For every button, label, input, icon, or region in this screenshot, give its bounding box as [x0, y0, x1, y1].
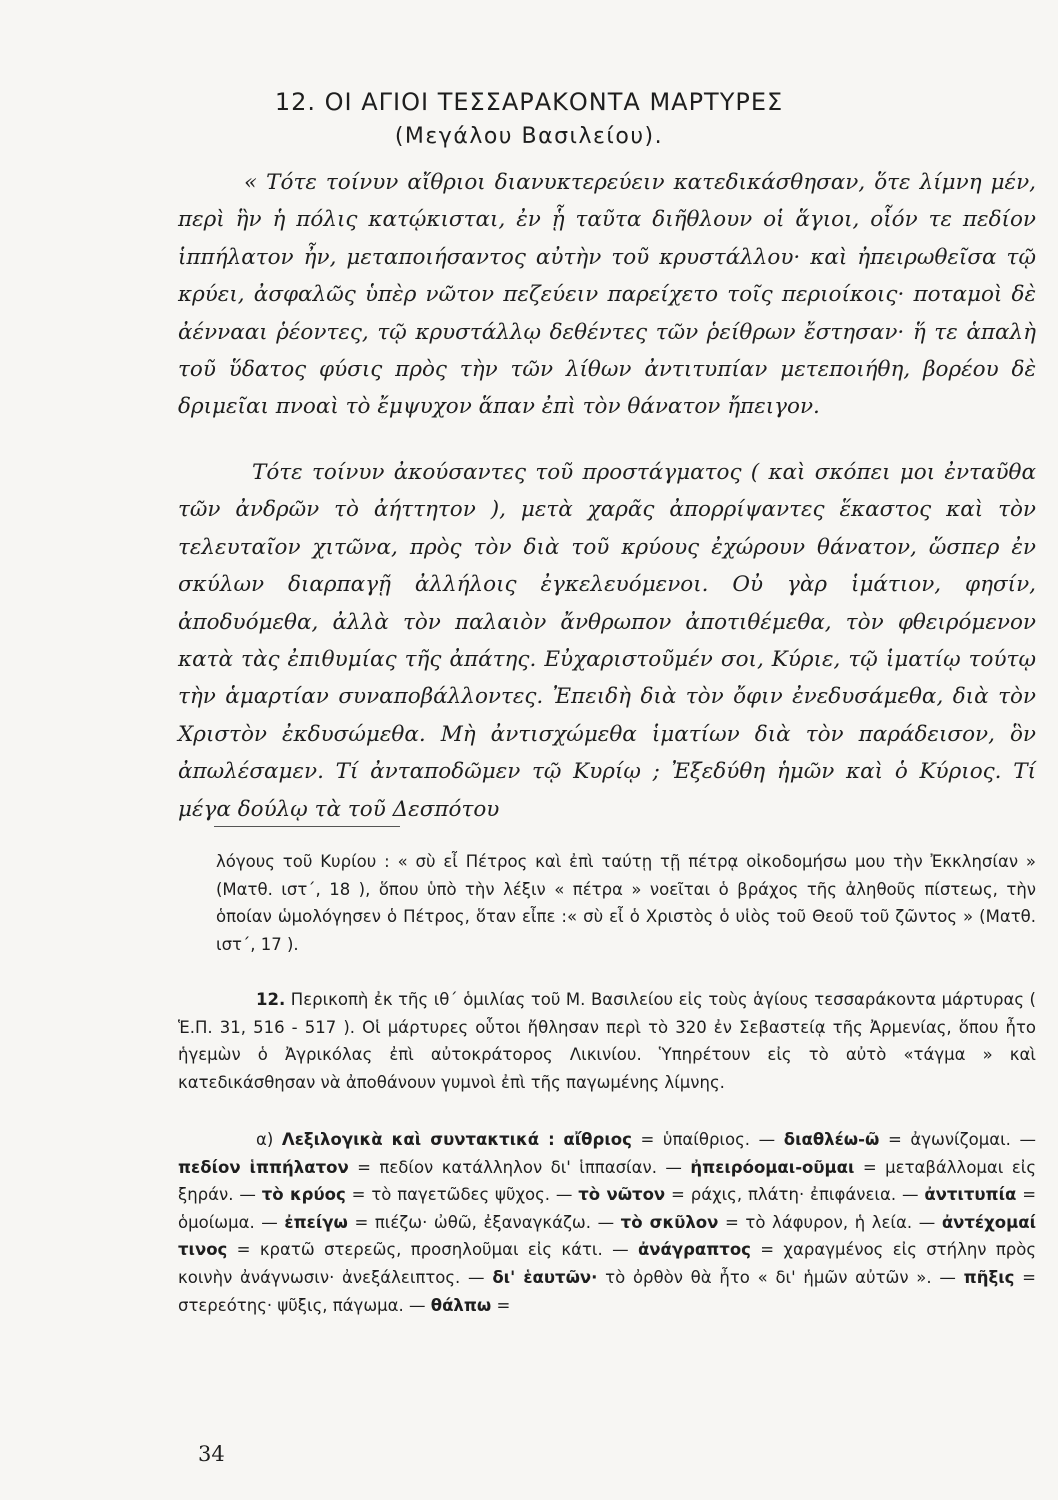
- glossary-term: ἀντέχομαί τινος: [178, 1212, 1037, 1260]
- glossary-term: δι' ἑαυτῶν·: [492, 1267, 598, 1287]
- glossary-definition: = ὁμοίωμα. —: [178, 1185, 1037, 1232]
- glossary-term: ἀνάγραπτος: [637, 1240, 751, 1260]
- glossary-term: ἐπείγω: [284, 1212, 348, 1232]
- glossary-term: τὸ κρύος: [261, 1185, 346, 1205]
- main-paragraph-2: Τότε τοίνυν ἀκούσαντες τοῦ προστάγματος ( καὶ σκόπει μοι ἐνταῦθα τῶν ἀνδρῶν τὸ ἀήττητον ), μετὰ χαρᾶς ἀπορρίψαντες ἕκαστος καὶ τὸν τελευταῖον χιτῶνα, πρὸς τὸν διὰ τοῦ κρύους ἐχώρουν θάνατον, ὥσπερ ἐν σκύλων διαρπαγῇ ἀλλήλοις ἐγκελευόμενοι. Οὐ γὰρ ἱμάτιον, φησίν, ἀποδυόμεθα, ἀλλὰ τὸν παλαιὸν ἄνθρωπον ἀποτιθέμεθα, τὸν φθειρόμενον κατὰ τὰς ἐπιθυμίας τῆς ἀπάτης. Εὐχαριστοῦμέν σοι, Κύριε, τῷ ἱματίῳ τούτῳ τὴν ἁμαρτίαν συναποβάλλοντες. Ἐπειδὴ διὰ τὸν ὄφιν ἐνεδυσάμεθα, διὰ τὸν Χριστὸν ἐκδυσώμεθα. Μὴ ἀντισχώμεθα ἱματίων διὰ τὸν παράδεισον, ὃν ἀπωλέσαμεν. Τί ἀνταποδῶμεν τῷ Κυρίῳ ; Ἐξεδύθη ἡμῶν καὶ ὁ Κύριος. Τί μέγα δούλῳ τὰ τοῦ Δεσπότου: [178, 460, 1036, 822]
- glossary-definition: = κρατῶ στερεῶς, προσηλοῦμαι εἰς κάτι. —: [236, 1240, 629, 1260]
- glossary-term: Λεξιλογικὰ καὶ συντακτικά :: [281, 1130, 555, 1149]
- glossary-definition: = ράχις, πλάτη· ἐπιφάνεια. —: [671, 1185, 919, 1205]
- page-number: 34: [198, 1442, 225, 1466]
- glossary-term: διαθλέω-ῶ: [783, 1130, 880, 1149]
- glossary-definition: = τὸ λάφυρον, ἡ λεία. —: [724, 1212, 936, 1232]
- footnote-number: 12.: [256, 990, 286, 1009]
- glossary-definition: = ὑπαίθριος. —: [640, 1130, 776, 1149]
- glossary-term: θάλπω: [430, 1295, 492, 1315]
- glossary-definition: = χαραγμένος εἰς στήλην πρὸς κοινὴν ἀνάγνωσιν· ἀνεξάλειπτος. —: [178, 1240, 1037, 1287]
- glossary-term: τὸ σκῦλον: [620, 1212, 719, 1232]
- glossary-label: α): [256, 1130, 282, 1149]
- glossary-entries: [178, 1130, 1036, 1315]
- main-paragraph-1: « Τότε τοίνυν αἴθριοι διανυκτερεύειν κατεδικάσθησαν, ὅτε λίμνη μέν, περὶ ἣν ἡ πόλις κατῴκισται, ἐν ᾗ ταῦτα διῆθλουν οἱ ἅγιοι, οἷόν τε πεδίον ἱππήλατον ἦν, μεταποιήσαντος αὐτὴν τοῦ κρυστάλλου· καὶ ἠπειρωθεῖσα τῷ κρύει, ἀσφαλῶς ὑπὲρ νῶτον πεζεύειν παρείχετο τοῖς περιοίκοις· ποταμοὶ δὲ ἀέννααι ῥέοντες, τῷ κρυστάλλῳ δεθέντες τῶν ῥείθρων ἔστησαν· ἥ τε ἁπαλὴ τοῦ ὕδατος φύσις πρὸς τὴν τῶν λίθων ἀντιτυπίαν μετεποιήθη, βορέου δὲ δριμεῖαι πνοαὶ τὸ ἔμψυχον ἅπαν ἐπὶ τὸν θάνατον ἤπειγον.: [178, 170, 1036, 420]
- footnote-divider: [214, 826, 400, 827]
- glossary-definition: τὸ ὀρθὸν θὰ ἦτο « δι' ἡμῶν αὐτῶν ». —: [605, 1267, 956, 1287]
- glossary-definition: = στερεότης· ψῦξις, πάγωμα. —: [178, 1267, 1036, 1315]
- glossary: [178, 1126, 1036, 1319]
- glossary-definition: = μεταβάλλομαι εἰς ξηράν. —: [178, 1157, 1037, 1205]
- glossary-term: ἀντιτυπία: [924, 1185, 1017, 1205]
- footnote-continuation: λόγους τοῦ Κυρίου : « σὺ εἶ Πέτρος καὶ ἐπὶ ταύτῃ τῇ πέτρᾳ οἰκοδομήσω μου τὴν Ἐκκλησίαν » (Ματθ. ιστ΄, 18 ), ὅπου ὑπὸ τὴν λέξιν « πέτρα » νοεῖται ὁ βράχος τῆς ἀληθοῦς πίστεως, τὴν ὁποίαν ὡμολόγησεν ὁ Πέτρος, ὅταν εἶπε :« σὺ εἶ ὁ Χριστὸς ὁ υἱὸς τοῦ Θεοῦ τοῦ ζῶντος » (Ματθ. ιστ΄, 17 ).: [216, 852, 1036, 954]
- glossary-term: τὸ νῶτον: [578, 1185, 666, 1205]
- chapter-title: 12. ΟΙ ΑΓΙΟΙ ΤΕΣΣΑΡΑΚΟΝΤΑ ΜΑΡΤΥΡΕΣ: [274, 88, 784, 116]
- glossary-definition: =: [496, 1295, 511, 1315]
- glossary-term: πῆξις: [963, 1267, 1015, 1287]
- glossary-term: πεδίον ἱππήλατον: [178, 1157, 349, 1177]
- glossary-definition: = ἀγωνίζομαι. —: [887, 1130, 1037, 1149]
- glossary-definition: = πιέζω· ὠθῶ, ἐξαναγκάζω. —: [354, 1212, 615, 1232]
- glossary-definition: = τὸ παγετῶδες ψῦχος. —: [351, 1185, 573, 1205]
- glossary-term: αἴθριος: [563, 1130, 632, 1149]
- glossary-term: ἠπειρόομαι-οῦμαι: [690, 1157, 855, 1177]
- footnote-12-text: Περικοπὴ ἐκ τῆς ιθ΄ ὁμιλίας τοῦ Μ. Βασιλείου εἰς τοὺς ἁγίους τεσσαράκοντα μάρτυρας ( Ἑ.Π. 31, 516 - 517 ). Οἱ μάρτυρες οὗτοι ἤθλησαν περὶ τὸ 320 ἐν Σεβαστείᾳ τῆς Ἀρμενίας, ὅπου ἦτο ἡγεμὼν ὁ Ἀγρικόλας ἐπὶ αὐτοκράτορος Λικινίου. Ὑπηρέτουν εἰς τὸ αὐτὸ «τάγμα » καὶ κατεδικάσθησαν νὰ ἀποθάνουν γυμνοὶ ἐπὶ τῆς παγωμένης λίμνης.: [178, 990, 1036, 1092]
- glossary-definition: = πεδίον κατάλληλον δι' ἱππασίαν. —: [357, 1157, 682, 1177]
- chapter-subtitle: (Μεγάλου Βασιλείου).: [394, 124, 664, 149]
- footnote-12: [178, 986, 1036, 1096]
